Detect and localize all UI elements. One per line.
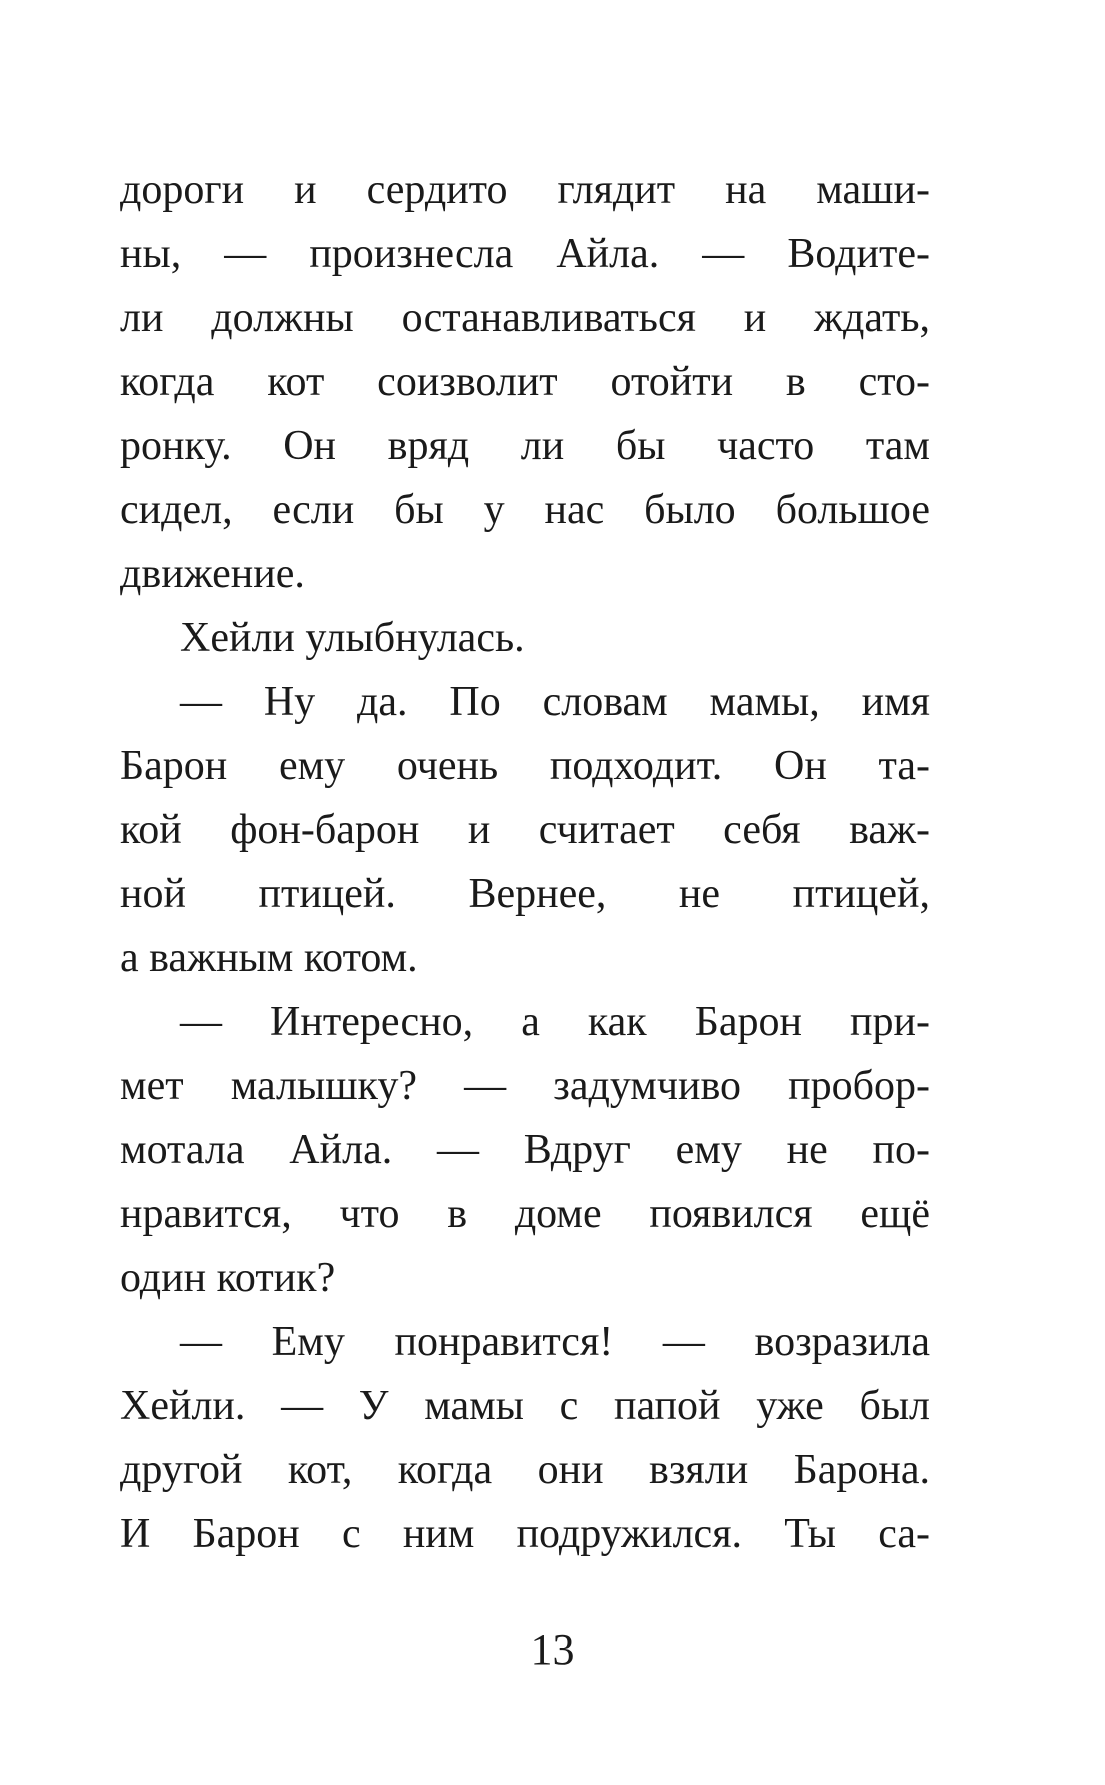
body-text: [120, 158, 930, 1566]
page-number: 13: [530, 1625, 575, 1674]
text-line-17: нравится, что в доме появился ещё: [120, 1191, 930, 1237]
text-line-10: Барон ему очень подходит. Он та-: [120, 743, 930, 789]
text-line-21: другой кот, когда они взяли Барона.: [120, 1447, 930, 1493]
text-line-13: а важным котом.: [120, 935, 418, 981]
text-line-3: ли должны останавливаться и ждать,: [120, 295, 930, 341]
text-line-9: — Ну да. По словам мамы, имя: [180, 679, 930, 725]
text-line-20: Хейли. — У мамы с папой уже был: [120, 1383, 930, 1429]
text-line-5: ронку. Он вряд ли бы часто там: [120, 423, 930, 469]
text-line-7: движение.: [120, 551, 305, 597]
text-line-19: — Ему понравится! — возразила: [180, 1319, 930, 1365]
text-line-11: кой фон-барон и считает себя важ-: [120, 807, 930, 853]
text-line-16: мотала Айла. — Вдруг ему не по-: [120, 1127, 930, 1173]
text-line-4: когда кот соизволит отойти в сто-: [120, 359, 930, 405]
text-line-22: И Барон с ним подружился. Ты са-: [120, 1511, 930, 1557]
text-line-12: ной птицей. Вернее, не птицей,: [120, 871, 930, 917]
text-line-14: — Интересно, а как Барон при-: [180, 999, 930, 1045]
text-line-1: дороги и сердито глядит на маши-: [120, 167, 930, 213]
text-line-6: сидел, если бы у нас было большое: [120, 487, 930, 533]
text-line-18: один котик?: [120, 1255, 336, 1301]
text-line-2: ны, — произнесла Айла. — Водите-: [120, 231, 930, 277]
text-line-8: Хейли улыбнулась.: [180, 615, 525, 661]
text-line-15: мет малышку? — задумчиво пробор-: [120, 1063, 930, 1109]
